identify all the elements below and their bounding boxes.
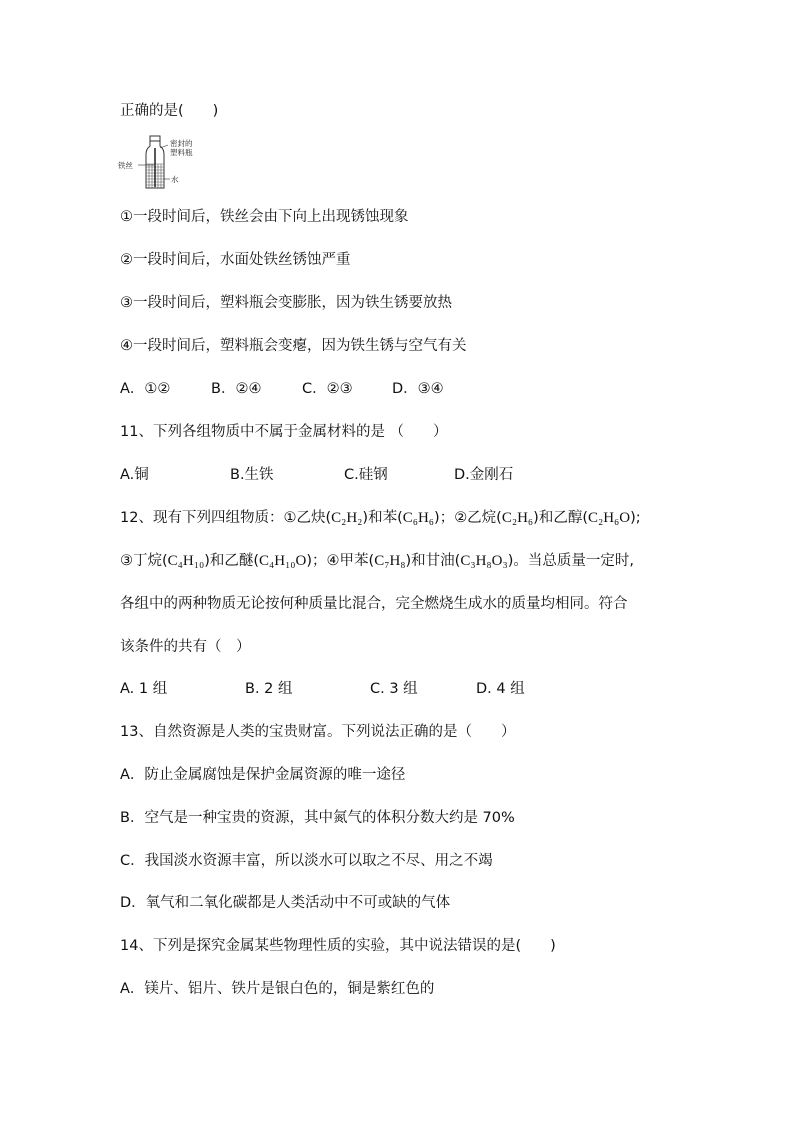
q11-option-d: D.金刚石 — [454, 467, 514, 483]
formula-c3h8o3: C₃H₈O₃ — [460, 553, 508, 569]
figure-label-water: 水 — [171, 175, 179, 184]
statement-2: ②一段时间后，水面处铁丝锈蚀严重 — [120, 252, 351, 268]
formula-c4h10o: C₄H₁₀O — [259, 553, 307, 569]
q10-option-d: D．③④ — [392, 381, 444, 397]
formula-c2h2: C₂H₂ — [331, 510, 363, 526]
question-13-stem: 13、自然资源是人类的宝贵财富。下列说法正确的是（ ） — [120, 724, 516, 740]
question-11-stem: 11、下列各组物质中不属于金属材料的是 （ ） — [120, 424, 448, 440]
formula-c6h6: C₆H₆ — [402, 510, 435, 526]
sealed-bottle-with-iron-wire-diagram — [116, 134, 206, 192]
q13-option-c: C．我国淡水资源丰富，所以淡水可以取之不尽、用之不竭 — [120, 853, 493, 869]
q10-option-c: C．②③ — [302, 381, 353, 397]
q13-option-a: A．防止金属腐蚀是保护金属资源的唯一途径 — [120, 767, 406, 783]
question-12-line-1: 12、现有下列四组物质：①乙炔(C₂H₂)和苯(C₆H₆)；②乙烷(C₂H₆)和乙醇(C₂H₆O); — [120, 510, 641, 526]
formula-c4h10: C₄H₁₀ — [167, 553, 205, 569]
question-12-line-2: ③丁烷(C₄H₁₀)和乙醚(C₄H₁₀O)；④甲苯(C₇H₈)和甘油(C₃H₈O₃)。当总质量一定时, — [120, 553, 634, 569]
q11-option-c: C.硅钢 — [344, 467, 388, 483]
statement-4: ④一段时间后，塑料瓶会变瘪，因为铁生锈与空气有关 — [120, 338, 467, 354]
formula-c2h6o: C₂H₆O — [587, 510, 631, 526]
figure-label-wire: 铁丝 — [118, 161, 133, 170]
q13-option-d: D．氧气和二氧化碳都是人类活动中不可或缺的气体 — [120, 895, 451, 911]
question-10-stem-tail: 正确的是( ) — [120, 103, 219, 119]
q12-option-a: A. 1 组 — [120, 681, 168, 697]
question-12-line-4: 该条件的共有（ ） — [120, 639, 251, 655]
statement-3: ③一段时间后，塑料瓶会变膨胀，因为铁生锈要放热 — [120, 295, 452, 311]
q12-option-d: D. 4 组 — [476, 681, 525, 697]
figure-label-bottle-line2: 塑料瓶 — [170, 148, 193, 157]
question-12-line-3: 各组中的两种物质无论按何种质量比混合，完全燃烧生成水的质量均相同。符合 — [120, 596, 628, 612]
formula-c7h8: C₇H₈ — [374, 553, 406, 569]
q10-option-a: A．①② — [120, 381, 171, 397]
q11-option-b: B.生铁 — [230, 467, 274, 483]
q12-option-c: C. 3 组 — [370, 681, 418, 697]
question-14-stem: 14、下列是探究金属某些物理性质的实验，其中说法错误的是( ) — [120, 938, 556, 954]
q12-option-b: B. 2 组 — [245, 681, 293, 697]
q11-option-a: A.铜 — [120, 467, 149, 483]
figure-label-bottle-line1: 密封的 — [170, 139, 193, 148]
q10-option-b: B．②④ — [211, 381, 262, 397]
q13-option-b: B．空气是一种宝贵的资源，其中氮气的体积分数大约是 70% — [120, 810, 515, 826]
q14-option-a: A．镁片、铝片、铁片是银白色的，铜是紫红色的 — [120, 981, 435, 997]
statement-1: ①一段时间后，铁丝会由下向上出现锈蚀现象 — [120, 209, 409, 225]
formula-c2h6: C₂H₆ — [501, 510, 534, 526]
